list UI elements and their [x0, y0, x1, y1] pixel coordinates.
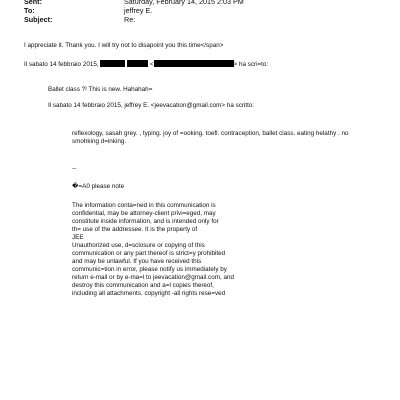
subject-value: Re: [124, 15, 136, 24]
subject-label: Subject: [24, 15, 53, 24]
disclaimer-line: constitute inside information, and is intended only for [72, 218, 219, 225]
to-value: jeffrey E. [124, 6, 153, 15]
body-line-quote-header-2: Il sabato 14 febbraio 2015, jeffrey E. <jeevacation@gmail.com> ha scritto: [48, 102, 255, 109]
body-line-list-cont: smohking d=inking. [72, 138, 127, 145]
body-line-appreciate: I appreciate it. Thank you. I will try not to disapoint you this time</span> [24, 42, 224, 49]
redaction-bar [100, 60, 125, 67]
sent-label: Sent: [24, 0, 42, 6]
sent-value: Saturday, February 14, 2015 2:03 PM [124, 0, 244, 6]
disclaimer-line: th= use of the addressee. It is the property of [72, 226, 198, 233]
disclaimer-line: The information conta=ned in this communication is [72, 202, 216, 209]
disclaimer-line: JEE [72, 234, 84, 241]
disclaimer-line: communic=tion in error, please notify us immediately by [72, 266, 227, 273]
quote-date-text: Il sabato 14 febbraio 2015, [24, 61, 99, 68]
body-line-quote-header [24, 60, 268, 69]
disclaimer-line: return e-mail or by e-ma=l to jeevacation@gmail.com, and [72, 274, 234, 281]
to-label: To: [24, 6, 35, 15]
redaction-bar [154, 60, 234, 67]
disclaimer-line: Unauthorized use, d=sclosure or copying of this [72, 242, 205, 249]
disclaimer-line: and may be unlawful. If you have received this [72, 258, 202, 265]
quote-suffix: > ha scri=to: [233, 61, 269, 68]
signature-dashes: -- [72, 165, 77, 172]
body-line-ballet: Ballet class ?! This is new. Hahahah= [48, 86, 153, 93]
disclaimer-line: including all attachments. copyright -all rights rese=ved [72, 290, 226, 297]
redaction-bar [127, 60, 148, 67]
disclaimer-line: destroy this communication and a=l copies thereof, [72, 282, 214, 289]
disclaimer-line: confidential, may be attorney-client privi=eged, may [72, 210, 216, 217]
please-note: �=A0 please note [72, 183, 125, 190]
body-line-list: reflexology, sasah grey. , typing. joy of =ooking. toefl. contraception, ballet class. eating helathy . no [72, 130, 349, 137]
quote-lt: < [149, 61, 154, 68]
disclaimer-line: communication or any part thereof is strict=y prohibited [72, 250, 226, 257]
